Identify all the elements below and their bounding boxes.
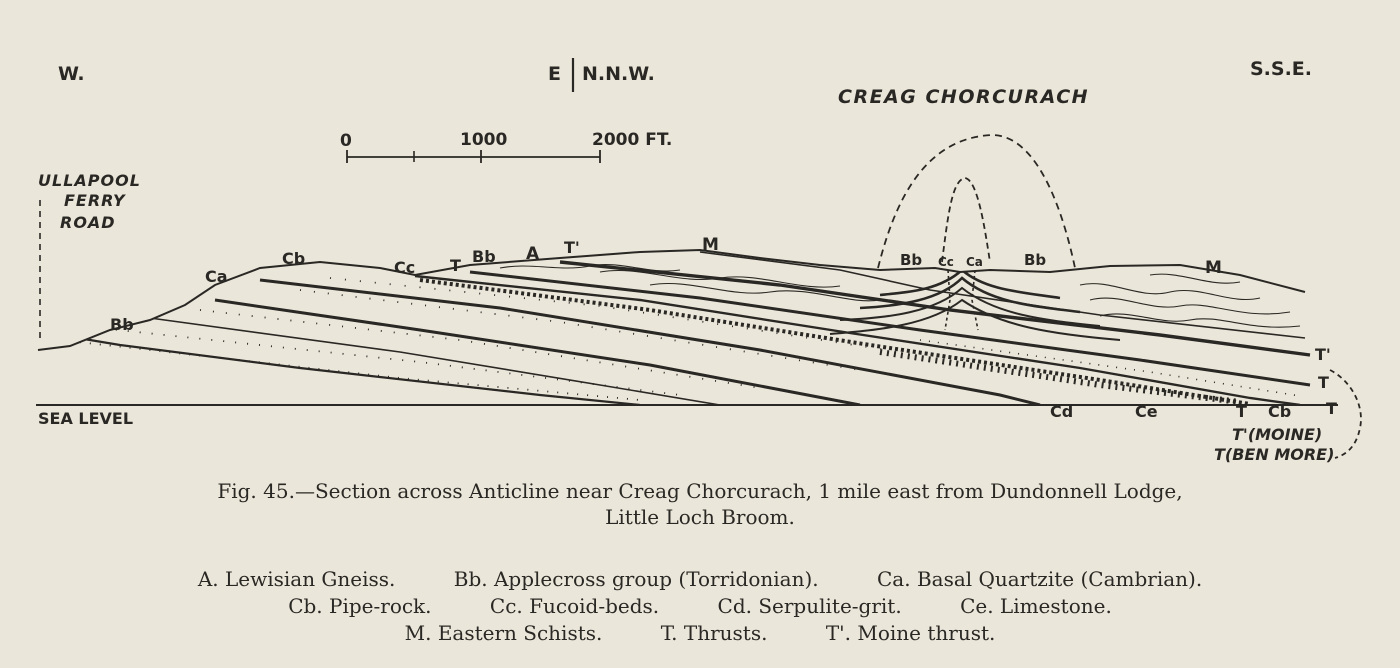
label-cd: Cd	[1050, 402, 1074, 421]
label-ce: Ce	[1135, 402, 1158, 421]
label-bb-left: Bb	[110, 315, 134, 334]
label-t-left: T	[450, 256, 461, 275]
eroded-anticline-inner	[942, 178, 990, 262]
legend-item-t-prime: T'. Moine thrust.	[825, 621, 996, 645]
locality-line-1: ULLAPOOL	[38, 171, 141, 190]
caption-line-2: Little Loch Broom.	[605, 505, 795, 529]
scale-tick-2000: 2000 FT.	[592, 130, 673, 150]
label-t-end: T	[1326, 399, 1337, 418]
direction-sse: S.S.E.	[1250, 58, 1313, 80]
label-ca-core: Ca	[966, 255, 983, 269]
locality-label	[38, 171, 141, 232]
label-m-left: M	[702, 235, 719, 255]
label-t-arrow: T	[1318, 373, 1329, 392]
label-bb-mid: Bb	[472, 247, 496, 266]
label-t-moine: T'(MOINE)	[1232, 425, 1323, 444]
locality-line-3: ROAD	[60, 213, 116, 232]
legend-item-ca: Ca. Basal Quartzite (Cambrian).	[877, 567, 1203, 591]
figure-caption	[0, 478, 1400, 530]
legend-item-bb: Bb. Applecross group (Torridonian).	[453, 567, 819, 591]
label-t-prime-top: T'	[564, 238, 580, 257]
label-cb-bottom: Cb	[1268, 402, 1292, 421]
caption-line-1: Fig. 45.—Section across Anticline near Creag Chorcurach, 1 mile east from Dundonnell Lodge,	[217, 479, 1183, 503]
direction-nnw: N.N.W.	[582, 63, 655, 85]
scale-tick-0: 0	[340, 131, 352, 151]
figure-legend	[0, 566, 1400, 647]
scale-bar	[340, 130, 672, 163]
sea-level-label: SEA LEVEL	[38, 409, 134, 428]
label-t-ben-more: T(BEN MORE)	[1214, 445, 1335, 464]
peak-name-label: CREAG CHORCURACH	[838, 86, 1090, 108]
scale-tick-1000: 1000	[460, 130, 508, 150]
legend-item-m: M. Eastern Schists.	[404, 621, 603, 645]
legend-item-cc: Cc. Fucoid-beds.	[489, 594, 660, 618]
label-bb-core-left: Bb	[900, 251, 923, 269]
legend-row	[0, 566, 1400, 593]
label-bb-core-right: Bb	[1024, 251, 1047, 269]
formation-labels	[110, 235, 1337, 464]
label-t-bottom: T	[1236, 402, 1247, 421]
legend-item-t: T. Thrusts.	[660, 621, 768, 645]
direction-west: W.	[58, 63, 85, 85]
legend-row	[0, 620, 1400, 647]
eroded-anticline-outer	[878, 135, 1075, 268]
legend-item-a: A. Lewisian Gneiss.	[197, 567, 396, 591]
label-cc-core: Cc	[938, 255, 954, 269]
locality-line-2: FERRY	[64, 191, 126, 210]
legend-item-cd: Cd. Serpulite-grit.	[717, 594, 902, 618]
legend-row	[0, 593, 1400, 620]
legend-item-cb: Cb. Pipe-rock.	[288, 594, 432, 618]
label-t-prime-right: T'	[1315, 345, 1331, 364]
label-ca-left: Ca	[205, 267, 228, 286]
label-cc: Cc	[394, 258, 416, 277]
label-cb-top: Cb	[282, 249, 306, 268]
label-a: A	[526, 244, 540, 264]
legend-item-ce: Ce. Limestone.	[960, 594, 1112, 618]
direction-east: E	[548, 63, 561, 85]
label-m-right: M	[1205, 258, 1222, 278]
